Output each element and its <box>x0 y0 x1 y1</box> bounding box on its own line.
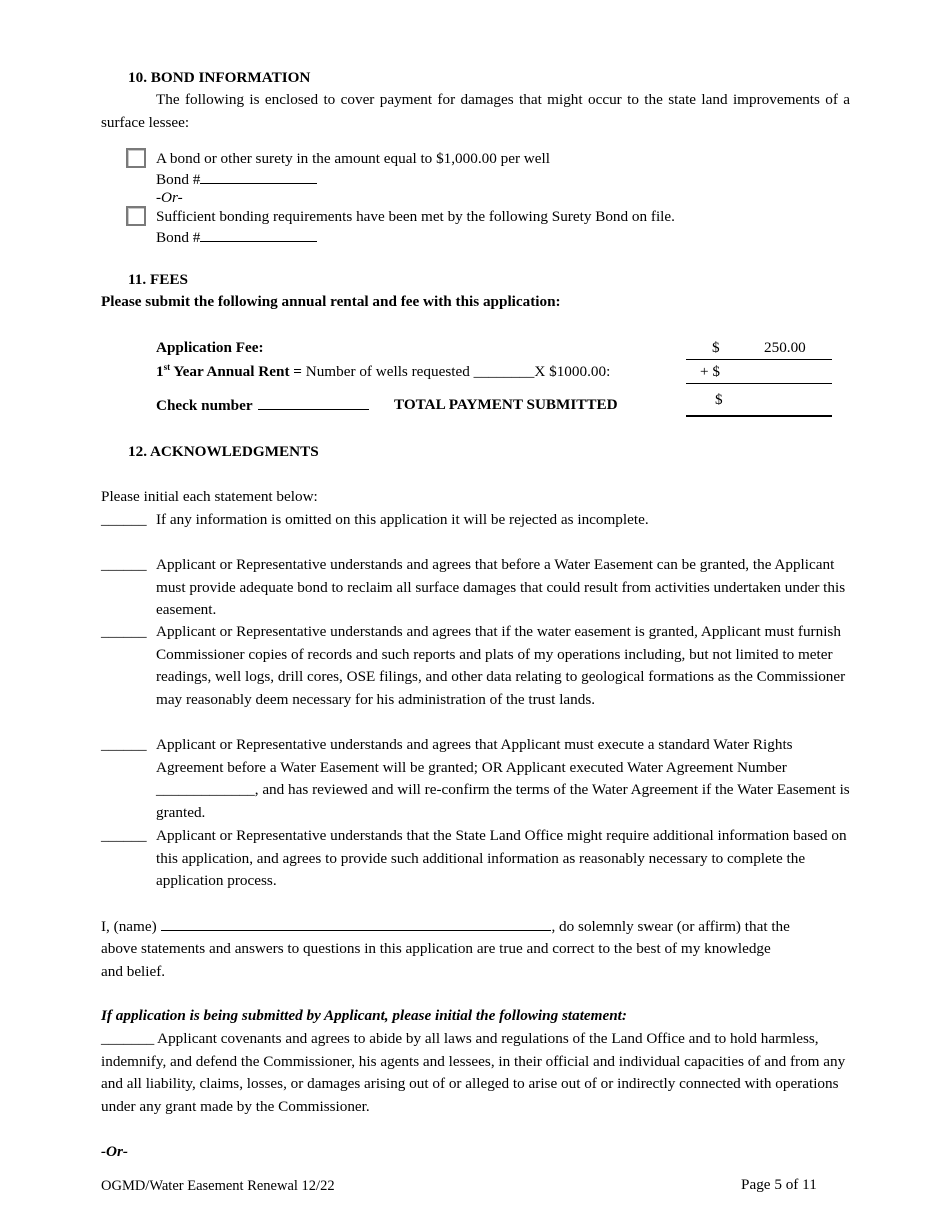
check-number-input[interactable] <box>258 394 369 410</box>
bond-number-field-2 <box>156 226 317 250</box>
bond-option1-label: A bond or other surety in the amount equal to $1,000.00 per well <box>156 150 550 167</box>
applicant-or-label: -Or- <box>101 1143 128 1160</box>
oath-line <box>101 915 790 939</box>
bond-option2-label: Sufficient bonding requirements have been met by the following Surety Bond on file. <box>156 208 675 225</box>
oath-name-input[interactable] <box>161 915 551 931</box>
initial-blank[interactable]: ______ <box>101 827 147 844</box>
initial-blank[interactable]: ______ <box>101 736 147 753</box>
total-payment-label: TOTAL PAYMENT SUBMITTED <box>394 396 618 413</box>
acknowledgment-item <box>101 825 853 893</box>
oath-suffix: , do solemnly swear (or affirm) that the <box>551 918 790 935</box>
acknowledgment-item <box>101 734 853 824</box>
annual-rent-rule <box>686 383 832 384</box>
initial-blank[interactable]: ______ <box>101 511 147 528</box>
acknowledgment-item <box>101 509 853 532</box>
bond-number-label-2: Bond # <box>156 229 201 246</box>
check-number-text: Check number <box>156 397 253 414</box>
application-fee-currency: $ <box>712 339 720 356</box>
acknowledgment-text: Applicant or Representative understands and agrees that Applicant must execute a standard Water Rights Agreement before a Water Easement will be granted; OR Applicant executed Water Agreement Number _____________, and has reviewed and will re-confirm the terms of the Water Agreement if the Water Easement is granted. <box>156 736 850 821</box>
acknowledgment-text: If any information is omitted on this application it will be rejected as incomplete. <box>156 511 649 528</box>
application-fee-rule <box>686 359 832 360</box>
acknowledgments-instruction: Please initial each statement below: <box>101 488 318 505</box>
annual-rent-ordinal: 1 <box>156 363 164 380</box>
acknowledgment-text: Applicant or Representative understands and agrees that if the water easement is granted, Applicant must furnish Commissioner copies of records and such reports and plats of my operations including, but not limited to meter readings, well logs, drill cores, OSE filings, and other data relating to geological formations as the Commissioner may reasonably deem necessary for his administration of the trust lands. <box>156 623 846 708</box>
acknowledgments-heading: 12. ACKNOWLEDGMENTS <box>128 443 319 460</box>
total-payment-currency: $ <box>715 391 723 408</box>
footer-form-id: OGMD/Water Easement Renewal 12/22 <box>101 1178 335 1194</box>
application-fee-value: 250.00 <box>764 339 806 356</box>
bond-option1-checkbox[interactable] <box>126 148 146 168</box>
acknowledgment-text: Applicant or Representative understands that the State Land Office might require additional information based on this application, and agrees to provide such additional information as reasonably necessary to complete the application process. <box>156 827 847 889</box>
annual-rent-label <box>156 361 610 384</box>
total-payment-rule <box>686 415 832 417</box>
acknowledgment-item <box>101 554 853 622</box>
applicant-heading: If application is being submitted by Applicant, please initial the following statement: <box>101 1007 627 1024</box>
acknowledgment-item <box>101 621 853 711</box>
annual-rent-title: Year Annual Rent = <box>170 363 302 380</box>
applicant-statement-text: Applicant covenants and agrees to abide by all laws and regulations of the Land Office and to hold harmless, indemnify, and defend the Commissioner, his agents and lessees, in their official and individual capacities of and from any and all liability, claims, losses, or damages arising out of or alleged to arise out of or indirectly connected with operations under any grant made by the Commissioner. <box>101 1030 846 1115</box>
bond-number-input-2[interactable] <box>200 226 317 242</box>
acknowledgment-text: Applicant or Representative understands and agrees that before a Water Easement can be granted, the Applicant must provide adequate bond to reclaim all surface damages that could result from activities undertaken under this easement. <box>156 556 846 618</box>
initial-blank[interactable]: ______ <box>101 623 147 640</box>
bond-number-label-1: Bond # <box>156 171 201 188</box>
annual-rent-description: Number of wells requested ________X $1000.00: <box>301 363 611 380</box>
bond-or-label: -Or- <box>156 189 183 206</box>
oath-prefix: I, (name) <box>101 918 157 935</box>
check-number-label <box>156 394 369 418</box>
applicant-statement <box>101 1028 853 1118</box>
applicant-initial-blank[interactable]: _______ <box>101 1030 155 1047</box>
annual-rent-currency: + $ <box>700 363 720 380</box>
bond-intro: The following is enclosed to cover payment for damages that might occur to the state land improvements of a surface lessee: <box>101 91 850 131</box>
bond-number-input-1[interactable] <box>200 168 317 184</box>
oath-text: above statements and answers to questions in this application are true and correct to the best of my knowledge and belief. <box>101 940 771 980</box>
application-fee-label: Application Fee: <box>156 339 264 356</box>
initial-blank[interactable]: ______ <box>101 556 147 573</box>
footer-page-number: Page 5 of 11 <box>741 1176 817 1193</box>
bond-option2-checkbox[interactable] <box>126 206 146 226</box>
fees-heading: 11. FEES <box>128 271 188 288</box>
annual-rent-ordinal-suffix: st <box>163 361 171 372</box>
bond-heading: 10. BOND INFORMATION <box>128 69 311 86</box>
fees-subheading: Please submit the following annual rental and fee with this application: <box>101 293 561 310</box>
